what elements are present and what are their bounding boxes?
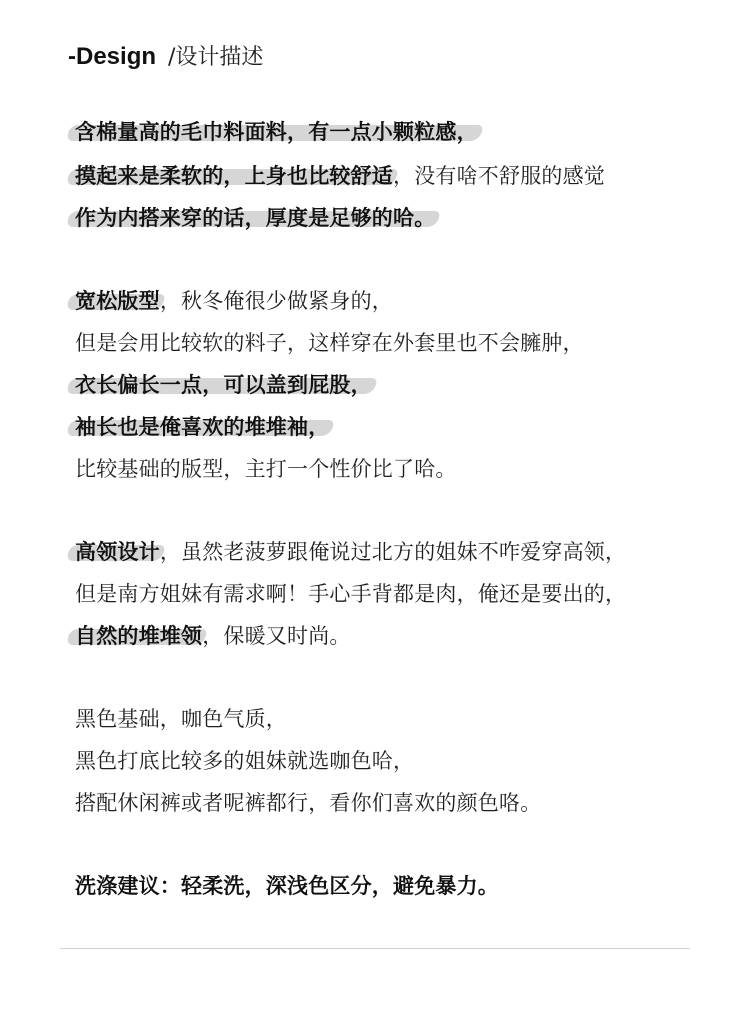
- plain-text: ，没有啥不舒服的感觉: [393, 164, 605, 188]
- collar-line-3: [75, 619, 351, 653]
- fit-line-2: [75, 326, 584, 360]
- fabric-line-3: [75, 201, 435, 235]
- color-line-2: [75, 744, 414, 778]
- highlighted-text: 高领设计: [75, 540, 160, 564]
- washing-advice: [75, 869, 499, 903]
- plain-text: 搭配休闲裤或者呢裤都行，看你们喜欢的颜色咯。: [75, 791, 542, 815]
- highlighted-text: 袖长也是俺喜欢的堆堆袖，: [75, 415, 330, 439]
- highlighted-text: 摸起来是柔软的，上身也比较舒适: [75, 164, 393, 188]
- plain-text: 但是会用比较软的料子，这样穿在外套里也不会臃肿，: [75, 331, 584, 355]
- plain-text: 但是南方姐妹有需求啊！手心手背都是肉，俺还是要出的，: [75, 582, 627, 606]
- highlighted-text: 宽松版型: [75, 289, 160, 313]
- bottom-divider: [60, 948, 690, 949]
- fit-line-5: [75, 452, 457, 486]
- color-line-3: [75, 786, 541, 820]
- highlighted-text: 作为内搭来穿的话，厚度是足够的哈。: [75, 206, 436, 230]
- fabric-line-1: [75, 115, 478, 149]
- fit-line-1: [75, 284, 393, 318]
- plain-text: 比较基础的版型，主打一个性价比了哈。: [75, 457, 457, 481]
- highlighted-text: 含棉量高的毛巾料面料，有一点小颗粒感，: [75, 120, 478, 144]
- plain-text: 黑色基础，咖色气质，: [75, 707, 287, 731]
- fit-line-4: [75, 410, 329, 444]
- collar-line-1: [75, 535, 626, 569]
- plain-text: 黑色打底比较多的姐妹就选咖色哈，: [75, 749, 415, 773]
- header-title-cn: /设计描述: [168, 45, 264, 70]
- collar-line-2: [75, 577, 626, 611]
- washing-advice-text: 洗涤建议：轻柔洗，深浅色区分，避免暴力。: [75, 874, 499, 898]
- fabric-line-2: [75, 159, 605, 193]
- plain-text: ，虽然老菠萝跟俺说过北方的姐妹不咋爱穿高领，: [159, 540, 627, 564]
- plain-text: ，秋冬俺很少做紧身的，: [159, 289, 394, 313]
- highlighted-text: 衣长偏长一点，可以盖到屁股，: [75, 373, 372, 397]
- highlighted-text: 自然的堆堆领: [75, 624, 203, 648]
- section-header: [68, 40, 263, 74]
- fit-line-3: [75, 368, 372, 402]
- plain-text: ，保暖又时尚。: [202, 624, 351, 648]
- header-title-en: -Design: [68, 43, 157, 70]
- color-line-1: [75, 702, 287, 736]
